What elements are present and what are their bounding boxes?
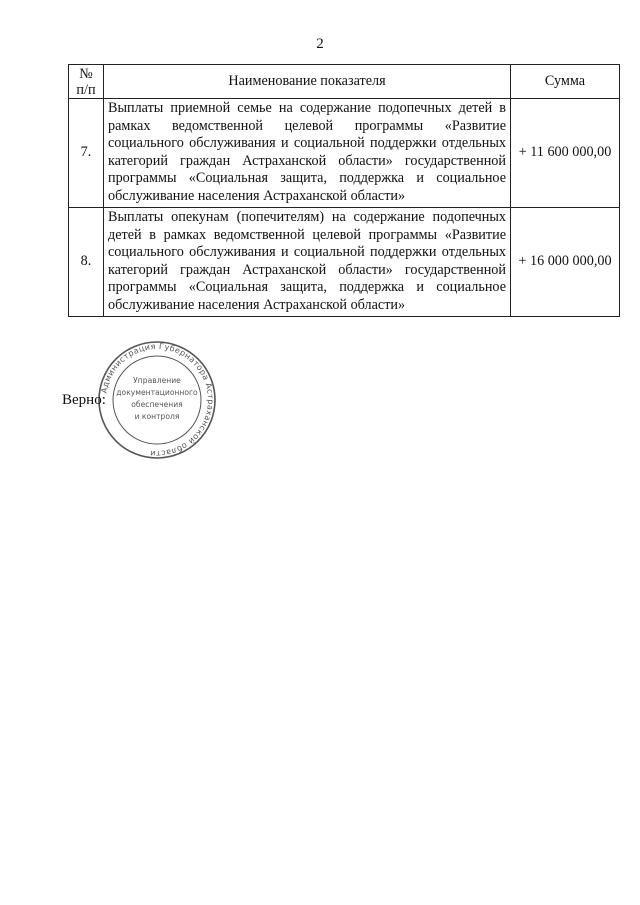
stamp-center-line3: обеспечения <box>131 400 183 409</box>
column-header-number-line1: № <box>79 66 93 82</box>
indicators-table <box>68 64 620 317</box>
stamp-ring-text: Администрация Губернатора Астраханской области <box>99 341 216 459</box>
row-description: Выплаты опекунам (попечителям) на содержание подопечных детей в рамках ведомственной целевой программы «Развитие социального обслуживания и социальной поддержки отдельных категорий граждан Астраханской области» государственной программы «Социальная защита, поддержка и социальное обслуживание населения Астраханской области» <box>104 208 511 317</box>
column-header-number <box>69 65 104 99</box>
certification-label: Верно: <box>62 392 106 408</box>
table-row <box>69 208 620 317</box>
row-sum: + 11 600 000,00 <box>511 99 620 208</box>
row-number: 7. <box>69 99 104 208</box>
row-description: Выплаты приемной семье на содержание подопечных детей в рамках ведомственной целевой программы «Развитие социального обслуживания и социальной поддержки отдельных категорий граждан Астраханской области» государственной программы «Социальная защита, поддержка и социальное обслуживание населения Астраханской области» <box>104 99 511 208</box>
row-number: 8. <box>69 208 104 317</box>
row-sum: + 16 000 000,00 <box>511 208 620 317</box>
column-header-number-line2: п/п <box>76 82 96 98</box>
stamp-center-line4: и контроля <box>134 412 180 421</box>
column-header-sum: Сумма <box>511 65 620 99</box>
table-row <box>69 99 620 208</box>
stamp-center-line2: документационного <box>116 388 198 397</box>
page-number: 2 <box>316 36 324 52</box>
table-header-row <box>69 65 620 99</box>
stamp-center-line1: Управление <box>133 376 181 385</box>
column-header-name: Наименование показателя <box>104 65 511 99</box>
